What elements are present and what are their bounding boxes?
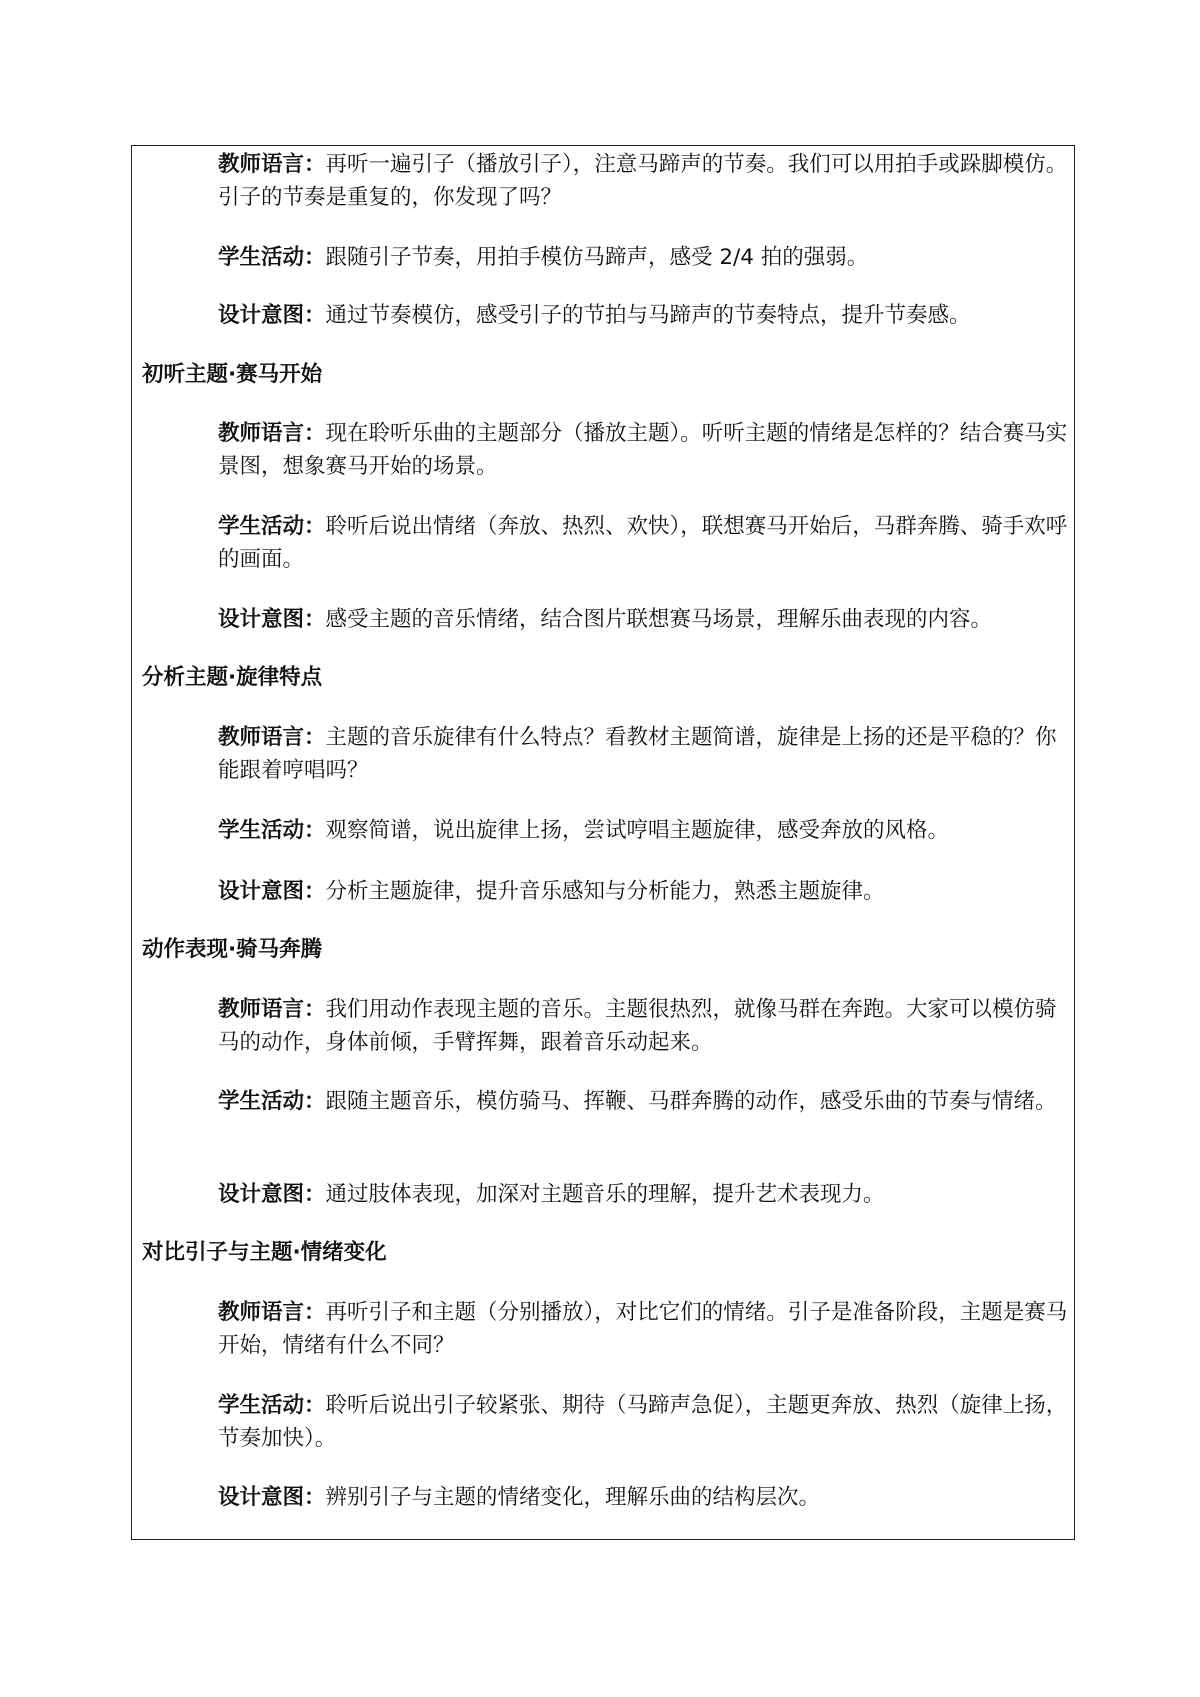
student-activity-paragraph — [218, 241, 1073, 274]
paragraph-text: 聆听后说出引子较紧张、期待（马蹄声急促），主题更奔放、热烈（旋律上扬，节奏加快）。 — [218, 1393, 1068, 1451]
paragraph-label: 设计意图： — [218, 607, 326, 632]
design-intent-paragraph — [218, 299, 1073, 332]
paragraph-label: 学生活动： — [218, 818, 326, 843]
paragraph-text: 聆听后说出情绪（奔放、热烈、欢快），联想赛马开始后，马群奔腾、骑手欢呼的画面。 — [218, 514, 1068, 572]
section-heading: 初听主题·赛马开始 — [142, 362, 323, 387]
paragraph-label: 教师语言： — [218, 421, 326, 446]
paragraph-label: 设计意图： — [218, 1485, 326, 1510]
paragraph-text: 辨别引子与主题的情绪变化，理解乐曲的结构层次。 — [325, 1485, 821, 1510]
paragraph-text: 主题的音乐旋律有什么特点？看教材主题简谱，旋律是上扬的还是平稳的？你能跟着哼唱吗？ — [218, 725, 1057, 783]
teacher-speech-paragraph — [218, 148, 1073, 214]
paragraph-label: 学生活动： — [218, 245, 326, 270]
paragraph-text: 再听引子和主题（分别播放），对比它们的情绪。引子是准备阶段，主题是赛马开始，情绪有什么不同？ — [218, 1300, 1068, 1358]
paragraph-text: 观察简谱，说出旋律上扬，尝试哼唱主题旋律，感受奔放的风格。 — [325, 818, 950, 843]
design-intent-paragraph — [218, 1481, 1073, 1514]
student-activity-paragraph — [218, 1085, 1073, 1118]
paragraph-label: 设计意图： — [218, 303, 326, 328]
paragraph-text: 通过肢体表现，加深对主题音乐的理解，提升艺术表现力。 — [325, 1182, 885, 1207]
teacher-speech-paragraph — [218, 993, 1073, 1059]
teacher-speech-paragraph — [218, 417, 1073, 483]
paragraph-text: 通过节奏模仿，感受引子的节拍与马蹄声的节奏特点，提升节奏感。 — [325, 303, 971, 328]
paragraph-label: 教师语言： — [218, 152, 326, 177]
paragraph-text: 再听一遍引子（播放引子），注意马蹄声的节奏。我们可以用拍手或跺脚模仿。引子的节奏是重复的，你发现了吗？ — [218, 152, 1068, 210]
paragraph-text: 跟随主题音乐，模仿骑马、挥鞭、马群奔腾的动作，感受乐曲的节奏与情绪。 — [325, 1089, 1057, 1114]
paragraph-label: 学生活动： — [218, 514, 326, 539]
section-heading: 对比引子与主题·情绪变化 — [142, 1240, 387, 1265]
paragraph-text: 分析主题旋律，提升音乐感知与分析能力，熟悉主题旋律。 — [325, 879, 885, 904]
student-activity-paragraph — [218, 510, 1073, 576]
student-activity-paragraph — [218, 814, 1073, 847]
paragraph-label: 设计意图： — [218, 879, 326, 904]
design-intent-paragraph — [218, 1178, 1073, 1211]
paragraph-label: 教师语言： — [218, 1300, 326, 1325]
paragraph-label: 教师语言： — [218, 725, 326, 750]
paragraph-label: 设计意图： — [218, 1182, 326, 1207]
paragraph-text: 现在聆听乐曲的主题部分（播放主题）。听听主题的情绪是怎样的？结合赛马实景图，想象赛马开始的场景。 — [218, 421, 1068, 479]
paragraph-label: 教师语言： — [218, 997, 326, 1022]
paragraph-text: 跟随引子节奏，用拍手模仿马蹄声，感受 2/4 拍的强弱。 — [325, 245, 869, 270]
paragraph-text: 我们用动作表现主题的音乐。主题很热烈，就像马群在奔跑。大家可以模仿骑马的动作，身体前倾，手臂挥舞，跟着音乐动起来。 — [218, 997, 1057, 1055]
section-heading: 动作表现·骑马奔腾 — [142, 937, 323, 962]
design-intent-paragraph — [218, 875, 1073, 908]
student-activity-paragraph — [218, 1389, 1073, 1455]
teacher-speech-paragraph — [218, 721, 1073, 787]
design-intent-paragraph — [218, 603, 1073, 636]
paragraph-label: 学生活动： — [218, 1089, 326, 1114]
paragraph-label: 学生活动： — [218, 1393, 326, 1418]
section-heading: 分析主题·旋律特点 — [142, 665, 323, 690]
paragraph-text: 感受主题的音乐情绪，结合图片联想赛马场景，理解乐曲表现的内容。 — [325, 607, 993, 632]
teacher-speech-paragraph — [218, 1296, 1073, 1362]
